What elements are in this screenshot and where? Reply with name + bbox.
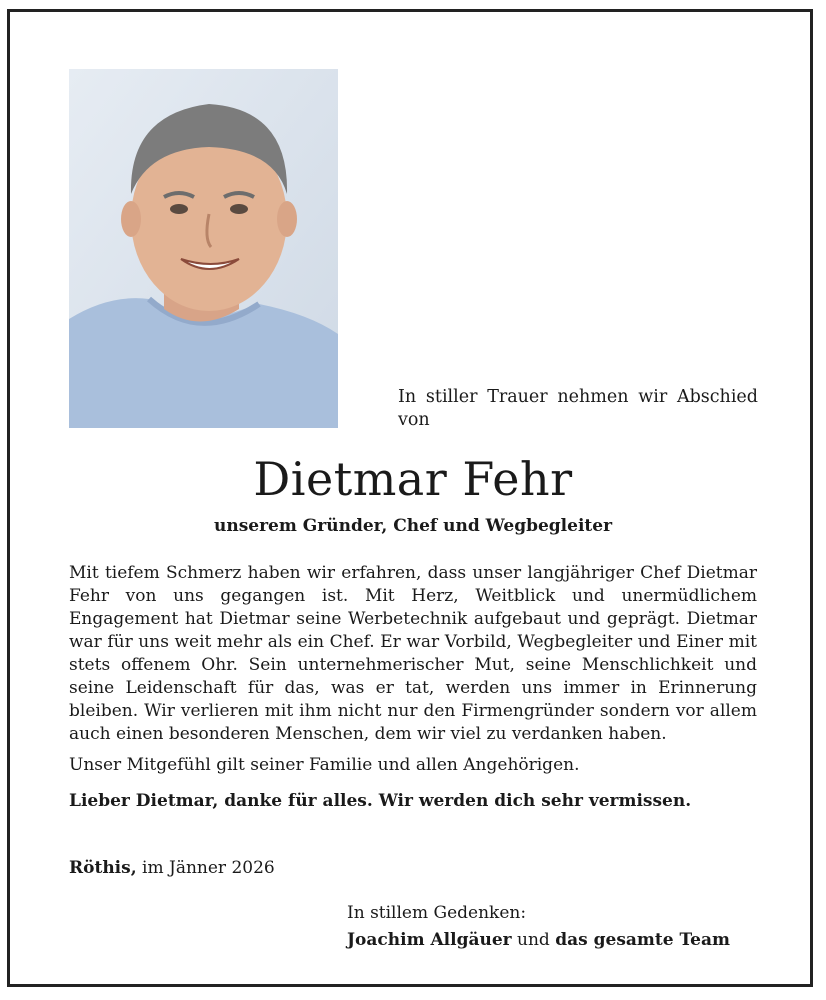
signer-and: und	[517, 930, 550, 950]
tribute-text: Mit tiefem Schmerz haben wir erfahren, dass unser langjähriger Chef Dietmar Fehr von uns gegangen ist. Mit Herz, Weitblick und unermüdlichem Engagement hat Dietmar seine Werbetechnik aufgebaut und geprägt. Dietmar war für uns weit mehr als ein Chef. Er war Vorbild, Wegbegleiter und Einer mit stets offenem Ohr. Sein unternehmerischer Mut, seine Menschlichkeit und seine Leidenschaft für das, was er tat, werden uns immer in Erinnerung bleiben. Wir verlieren mit ihm nicht nur den Firmengründer sondern vor allem auch einen besonderen Menschen, dem wir viel zu verdanken haben.	[69, 563, 757, 744]
place-date	[69, 858, 275, 878]
portrait-photo	[69, 69, 338, 428]
place-name: Röthis,	[69, 858, 137, 878]
memory-label: In stillem Gedenken:	[347, 903, 527, 923]
intro-text: In stiller Trauer nehmen wir Abschied von	[398, 387, 758, 430]
farewell-text: Lieber Dietmar, danke für alles. Wir werden dich sehr vermissen.	[69, 791, 692, 811]
sympathy-text: Unser Mitgefühl gilt seiner Familie und allen Angehörigen.	[69, 755, 580, 775]
deceased-role: unserem Gründer, Chef und Wegbegleiter	[213, 516, 613, 536]
deceased-name: Dietmar Fehr	[253, 452, 573, 506]
date-text: im Jänner 2026	[142, 858, 275, 878]
signer-team: das gesamte Team	[555, 930, 730, 950]
signer-name: Joachim Allgäuer	[347, 930, 512, 950]
signers	[347, 930, 730, 950]
